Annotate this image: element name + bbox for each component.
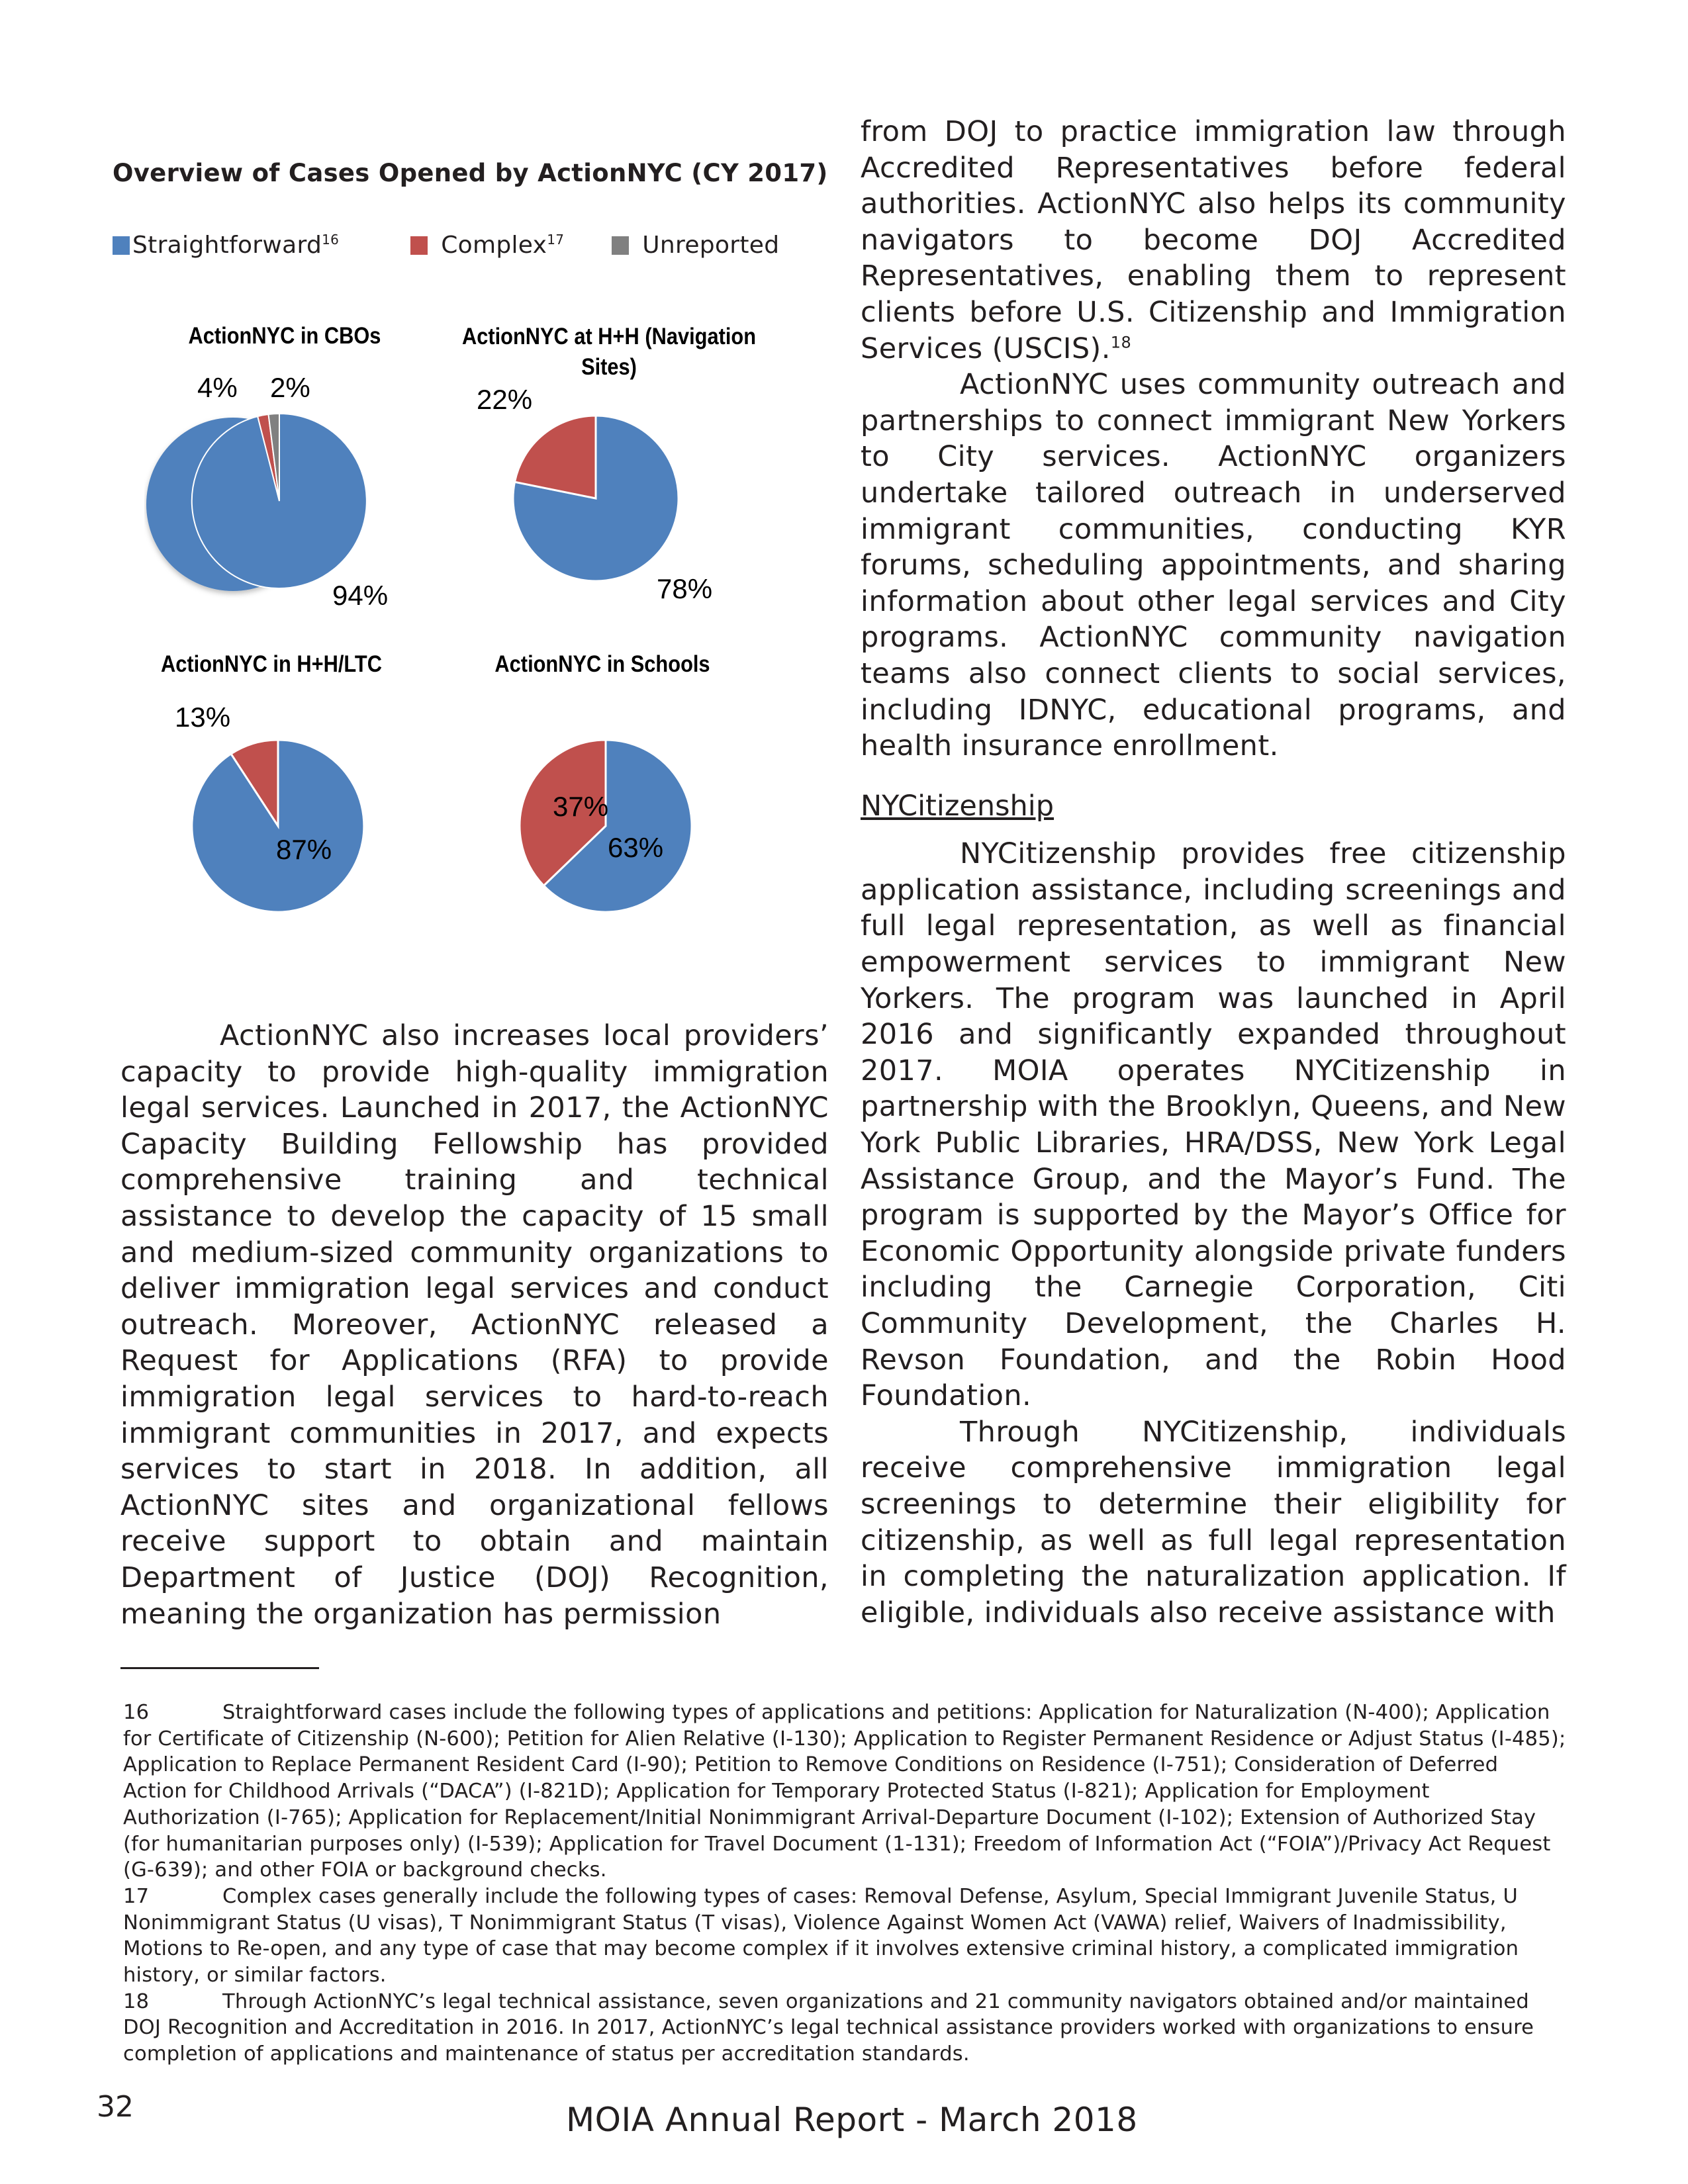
footnote-17 [123, 1884, 1566, 1989]
pie-label-schools-complex: 37% [553, 791, 609, 822]
pie-title-hh-navigation: ActionNYC at H+H (Navigation Sites) [461, 324, 757, 380]
body-paragraph [861, 114, 1566, 367]
pie-label-cbos-unreported: 2% [270, 372, 310, 403]
chart-legend [113, 232, 814, 259]
pie-label-schools-straightforward: 63% [608, 832, 664, 863]
pie-label-ltc-complex: 13% [175, 702, 231, 733]
footnote-ref[interactable]: 17 [547, 232, 565, 248]
legend-label: Unreported [642, 232, 780, 259]
body-paragraph: NYCitizenship provides free citizenship application assistance, including screenings and full legal representation, as well as financial empowerment services to immigrant New Yorkers. The program was launched in April 2016 and significantly expanded throughout 2017. MOIA operates NYCitizenship in partnership with the Brooklyn, Queens, and New York Public Libraries, HRA/DSS, New York Legal Assistance Group, and the Mayor’s Fund. The program is supported by the Mayor’s Office for Economic Opportunity alongside private funders including the Carnegie Corporation, Citi Community Development, the Charles H. Revson Foundation, and the Robin Hood Foundation. [861, 837, 1566, 1413]
chart-title: Overview of Cases Opened by ActionNYC (CY 2017) [113, 159, 828, 187]
legend-swatch-complex [410, 236, 428, 255]
footnote-text: Complex cases generally include the following types of cases: Removal Defense, Asylum, Special Immigrant Juvenile Status, U Nonimmigrant Status (U visas), T Nonimmigrant Status (T visas), Violence Against Women Act (VAWA) relief, Waivers of Inadmissibility, Motions to Re-open, and any type of case that may become complex if it involves extensive criminal history, a complicated immigration history, or similar factors. [123, 1884, 1519, 1987]
legend-swatch-unreported [612, 236, 629, 255]
section-heading-nycitizenship: NYCitizenship [861, 789, 1055, 823]
footnote-ref[interactable]: 16 [322, 232, 340, 248]
footnote-ref[interactable]: 18 [1110, 333, 1132, 352]
pie-label-hh-complex: 22% [477, 384, 533, 415]
running-footer-title: MOIA Annual Report - March 2018 [566, 2101, 1138, 2139]
footnote-number: 16 [123, 1701, 150, 1724]
right-column [861, 114, 1566, 1631]
pie-cbos [189, 410, 371, 594]
legend-swatch-straightforward [113, 236, 130, 255]
page-number: 32 [97, 2090, 134, 2124]
body-paragraph: ActionNYC also increases local providers’ capacity to provide high-quality immigration legal services. Launched in 2017, the ActionNYC Capacity Building Fellowship has provided comprehensive training and technical assistance to develop the capacity of 15 small and medium-sized community organizations to deliver immigration legal services and conduct outreach. Moreover, ActionNYC released a Request for Applications (RFA) to provide immigration legal services to hard-to-reach immigrant communities in 2017, and expects services to start in 2018. In addition, all ActionNYC sites and organizational fellows receive support to obtain and maintain Department of Justice (DOJ) Recognition, meaning the organization has permission [120, 1019, 829, 1631]
left-column [120, 1018, 829, 1632]
footnote-18 [123, 1989, 1566, 2068]
paragraph-text: from DOJ to practice immigration law through Accredited Representatives before federal authorities. ActionNYC also helps its community navigators to become DOJ Accredited Representatives, enabling them to represent clients before U.S. Citizenship and Immigration Services (USCIS). [861, 115, 1566, 365]
pie-label-cbos-straightforward: 94% [332, 580, 389, 611]
footnote-text: Through ActionNYC’s legal technical assistance, seven organizations and 21 community navigators obtained and/or maintained DOJ Recognition and Accreditation in 2016. In 2017, ActionNYC’s legal technical assistance providers worked with organizations to ensure completion of applications and maintenance of status per accreditation standards. [123, 1989, 1534, 2066]
footnote-divider [120, 1667, 319, 1669]
footnote-number: 17 [123, 1884, 150, 1908]
legend-label: Complex [441, 232, 547, 259]
footnotes [123, 1700, 1566, 2068]
footnote-16 [123, 1700, 1566, 1884]
pie-title-hh-ltc: ActionNYC in H+H/LTC [161, 651, 382, 677]
legend-item-straightforward [113, 232, 339, 259]
body-paragraph: ActionNYC uses community outreach and partnerships to connect immigrant New Yorkers to City services. ActionNYC organizers undertake tailored outreach in underserved immigrant communities, conducting KYR forums, scheduling appointments, and sharing information about other legal services and City programs. ActionNYC community navigation teams also connect clients to social services, including IDNYC, educational programs, and health insurance enrollment. [861, 368, 1566, 763]
footnote-number: 18 [123, 1989, 150, 2013]
pie-title-schools: ActionNYC in Schools [494, 651, 710, 677]
legend-item-complex [410, 232, 564, 259]
pie-schools [516, 738, 695, 914]
pie-label-cbos-complex: 4% [197, 372, 238, 403]
pie-hh-ltc [189, 738, 367, 914]
legend-item-unreported [612, 232, 779, 259]
legend-label: Straightforward [132, 232, 322, 259]
footnote-text: Straightforward cases include the following types of applications and petitions: Application for Naturalization (N-400); Application for Certificate of Citizenship (N-600); Petition for Alien Relative (I-130); Application to Register Permanent Residence or Adjust Status (I-485); Application to Replace Permanent Resident Card (I-90); Petition to Remove Conditions on Residence (I-751); Consideration of Deferred Action for Childhood Arrivals (“DACA”) (I-821D); Application for Temporary Protected Status (I-821); Application for Employment Authorization (I-765); Application for Replacement/Initial Nonimmigrant Arrival-Departure Document (I-102); Extension of Authorized Stay (for humanitarian purposes only) (I-539); Application for Travel Document (1-131); Freedom of Information Act (“FOIA”)/Privacy Act Request (G-639); and other FOIA or background checks. [123, 1701, 1566, 1882]
pie-label-ltc-straightforward: 87% [276, 834, 332, 865]
body-paragraph: Through NYCitizenship, individuals receive comprehensive immigration legal screenings to determine their eligibility for citizenship, as well as full legal representation in completing the naturalization application. If eligible, individuals also receive assistance with [861, 1415, 1566, 1629]
pie-label-hh-straightforward: 78% [657, 573, 713, 604]
pie-hh-navigation [510, 414, 682, 583]
pie-title-cbos: ActionNYC in CBOs [188, 323, 381, 349]
